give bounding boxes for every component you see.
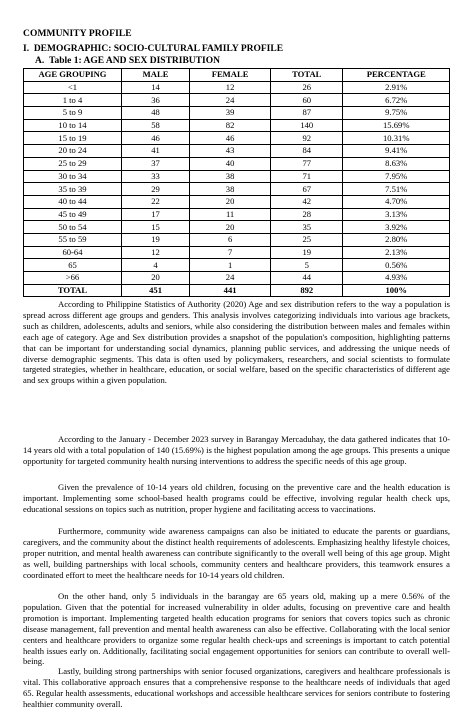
total-cell: 92 xyxy=(271,132,343,145)
total-cell: 87 xyxy=(271,107,343,120)
total-cell: 71 xyxy=(271,170,343,183)
table-caption: A. Table 1: AGE AND SEX DISTRIBUTION xyxy=(35,56,220,66)
paragraph-text: On the other hand, only 5 individuals in the barangay are 65 years old, making up a mere 0.56% of the population. Given that the potential for increased vulnerability in older adults, focusing on preventive care and health promotion is important. Implementing targeted health education programs for seniors that covers topics such as chronic disease management, fall prevention and mental health awareness can also be effective. Collaborating with the local senior centers and healthcare providers to organize some regular health check-ups and screenings is important to catch potential health issues early on. Additionally, facilitating social engagement opportunities for seniors can contribute to overall well-being. xyxy=(23,591,450,667)
female-cell: 1 xyxy=(190,259,271,272)
age-group-cell: 65 xyxy=(24,259,122,272)
table-row xyxy=(24,81,450,94)
table-row xyxy=(24,119,450,132)
table-row xyxy=(24,145,450,158)
table-row xyxy=(24,132,450,145)
total-cell: 44 xyxy=(271,272,343,285)
total-cell: 77 xyxy=(271,157,343,170)
table-row xyxy=(24,170,450,183)
paragraph-5 xyxy=(23,591,450,667)
total-cell: 35 xyxy=(271,221,343,234)
age-group-cell: 20 to 24 xyxy=(24,145,122,158)
percentage-cell: 9.41% xyxy=(343,145,450,158)
percentage-cell: 6.72% xyxy=(343,94,450,107)
age-group-cell: <1 xyxy=(24,81,122,94)
paragraph-text: Lastly, building strong partnerships with senior focused organizations, caregivers and healthcare professionals is vital. This collaborative approach ensures that a comprehensive response to the healthcare needs of individuals that aged 65. Regular health assessments, educational workshops and accessible healthcare services for seniors contribute to fostering healthier community overall. xyxy=(23,666,450,709)
female-cell: 40 xyxy=(190,157,271,170)
table-row xyxy=(24,208,450,221)
male-cell: 14 xyxy=(121,81,189,94)
age-group-cell: >66 xyxy=(24,272,122,285)
table-row xyxy=(24,259,450,272)
header-age-grouping: AGE GROUPING xyxy=(24,69,122,82)
total-percentage-cell: 100% xyxy=(343,284,450,297)
total-cell: 140 xyxy=(271,119,343,132)
percentage-cell: 2.91% xyxy=(343,81,450,94)
male-cell: 29 xyxy=(121,183,189,196)
paragraph-2 xyxy=(23,434,450,467)
total-cell: 25 xyxy=(271,233,343,246)
male-cell: 33 xyxy=(121,170,189,183)
percentage-cell: 10.31% xyxy=(343,132,450,145)
age-group-cell: 15 to 19 xyxy=(24,132,122,145)
table-row xyxy=(24,221,450,234)
female-cell: 6 xyxy=(190,233,271,246)
male-cell: 20 xyxy=(121,272,189,285)
age-group-cell: 40 to 44 xyxy=(24,195,122,208)
female-cell: 20 xyxy=(190,221,271,234)
table-row xyxy=(24,183,450,196)
age-group-cell: 50 to 54 xyxy=(24,221,122,234)
total-male-cell: 451 xyxy=(121,284,189,297)
percentage-cell: 8.63% xyxy=(343,157,450,170)
percentage-cell: 2.13% xyxy=(343,246,450,259)
percentage-cell: 4.93% xyxy=(343,272,450,285)
age-sex-distribution-table xyxy=(23,68,450,297)
age-group-cell: 35 to 39 xyxy=(24,183,122,196)
female-cell: 43 xyxy=(190,145,271,158)
table-body xyxy=(24,81,450,297)
paragraph-3 xyxy=(23,482,450,515)
header-male: MALE xyxy=(121,69,189,82)
table-header-row xyxy=(24,69,450,82)
total-cell: 84 xyxy=(271,145,343,158)
age-group-cell: 25 to 29 xyxy=(24,157,122,170)
total-cell: 60 xyxy=(271,94,343,107)
percentage-cell: 15.69% xyxy=(343,119,450,132)
percentage-cell: 7.95% xyxy=(343,170,450,183)
female-cell: 46 xyxy=(190,132,271,145)
table-row xyxy=(24,94,450,107)
female-cell: 39 xyxy=(190,107,271,120)
total-age-group-cell: TOTAL xyxy=(24,284,122,297)
male-cell: 17 xyxy=(121,208,189,221)
paragraph-4 xyxy=(23,526,450,581)
table-row xyxy=(24,107,450,120)
male-cell: 4 xyxy=(121,259,189,272)
female-cell: 24 xyxy=(190,94,271,107)
male-cell: 19 xyxy=(121,233,189,246)
paragraph-1 xyxy=(23,299,450,386)
total-cell: 26 xyxy=(271,81,343,94)
paragraph-text: Given the prevalence of 10-14 years old children, focusing on the preventive care and the health education is important. Implementing some school-based health programs could be effective, involving regular health check ups, educational sessions on topics such as nutrition, proper hygiene and facilitating access to vaccinations. xyxy=(23,482,450,514)
paragraph-text: According to the January - December 2023 survey in Barangay Mercaduhay, the data gathered indicates that 10-14 years old with a total population of 140 (15.69%) is the highest population among the age groups. This presents a unique opportunity for targeted community health nursing interventions to address the specific needs of this age group. xyxy=(23,434,450,466)
percentage-cell: 0.56% xyxy=(343,259,450,272)
paragraph-text: According to Philippine Statistics of Authority (2020) Age and sex distribution refers to the way a population is spread across different age groups and genders. This analysis involves categorizing individuals into various age brackets, such as children, adolescents, adults and seniors, while also considering the distribution between males and females within each age of category. Age and Sex distribution provides a snapshot of the population's composition, highlighting patterns that can be important for understanding social dynamics, planning public services, and addressing the unique needs of diverse demographic segments. This data is often used by policymakers, researchers, and social scientists to formulate targeted strategies, whether in healthcare, education, or social welfare, based on the specific characteristics of different age and sex groups within a given population. xyxy=(23,299,450,386)
male-cell: 36 xyxy=(121,94,189,107)
total-cell: 5 xyxy=(271,259,343,272)
female-cell: 11 xyxy=(190,208,271,221)
percentage-cell: 4.70% xyxy=(343,195,450,208)
total-cell: 67 xyxy=(271,183,343,196)
percentage-cell: 3.92% xyxy=(343,221,450,234)
male-cell: 22 xyxy=(121,195,189,208)
male-cell: 12 xyxy=(121,246,189,259)
page-title: COMMUNITY PROFILE xyxy=(23,29,132,39)
table-row xyxy=(24,195,450,208)
age-group-cell: 30 to 34 xyxy=(24,170,122,183)
table-row xyxy=(24,233,450,246)
percentage-cell: 2.80% xyxy=(343,233,450,246)
header-total: TOTAL xyxy=(271,69,343,82)
paragraph-text: Furthermore, community wide awareness campaigns can also be initiated to educate the parents or guardians, caregivers, and the community about the distinct health requirements of adolescents. Emphasizing healthy lifestyle choices, proper nutrition, and mental health awareness can contribute significantly to the overall well being of this age group. Might as well, building partnerships with local schools, community centers and healthcare providers, this teamwork ensures a coordinated effort to meet the healthcare needs for 10-14 years old children. xyxy=(23,526,450,580)
male-cell: 37 xyxy=(121,157,189,170)
male-cell: 48 xyxy=(121,107,189,120)
header-percentage: PERCENTAGE xyxy=(343,69,450,82)
table-row xyxy=(24,272,450,285)
male-cell: 58 xyxy=(121,119,189,132)
paragraph-6 xyxy=(23,666,450,710)
female-cell: 24 xyxy=(190,272,271,285)
female-cell: 12 xyxy=(190,81,271,94)
percentage-cell: 3.13% xyxy=(343,208,450,221)
age-group-cell: 1 to 4 xyxy=(24,94,122,107)
age-group-cell: 5 to 9 xyxy=(24,107,122,120)
female-cell: 7 xyxy=(190,246,271,259)
female-cell: 38 xyxy=(190,170,271,183)
total-cell: 19 xyxy=(271,246,343,259)
total-total-cell: 892 xyxy=(271,284,343,297)
age-group-cell: 10 to 14 xyxy=(24,119,122,132)
male-cell: 15 xyxy=(121,221,189,234)
section-heading: I. DEMOGRAPHIC: SOCIO-CULTURAL FAMILY PROFILE xyxy=(23,44,284,54)
total-cell: 42 xyxy=(271,195,343,208)
total-cell: 28 xyxy=(271,208,343,221)
table-row xyxy=(24,157,450,170)
female-cell: 38 xyxy=(190,183,271,196)
age-group-cell: 60-64 xyxy=(24,246,122,259)
female-cell: 20 xyxy=(190,195,271,208)
table-row xyxy=(24,246,450,259)
age-group-cell: 55 to 59 xyxy=(24,233,122,246)
total-female-cell: 441 xyxy=(190,284,271,297)
percentage-cell: 9.75% xyxy=(343,107,450,120)
percentage-cell: 7.51% xyxy=(343,183,450,196)
age-group-cell: 45 to 49 xyxy=(24,208,122,221)
header-female: FEMALE xyxy=(190,69,271,82)
male-cell: 41 xyxy=(121,145,189,158)
male-cell: 46 xyxy=(121,132,189,145)
table-total-row xyxy=(24,284,450,297)
female-cell: 82 xyxy=(190,119,271,132)
